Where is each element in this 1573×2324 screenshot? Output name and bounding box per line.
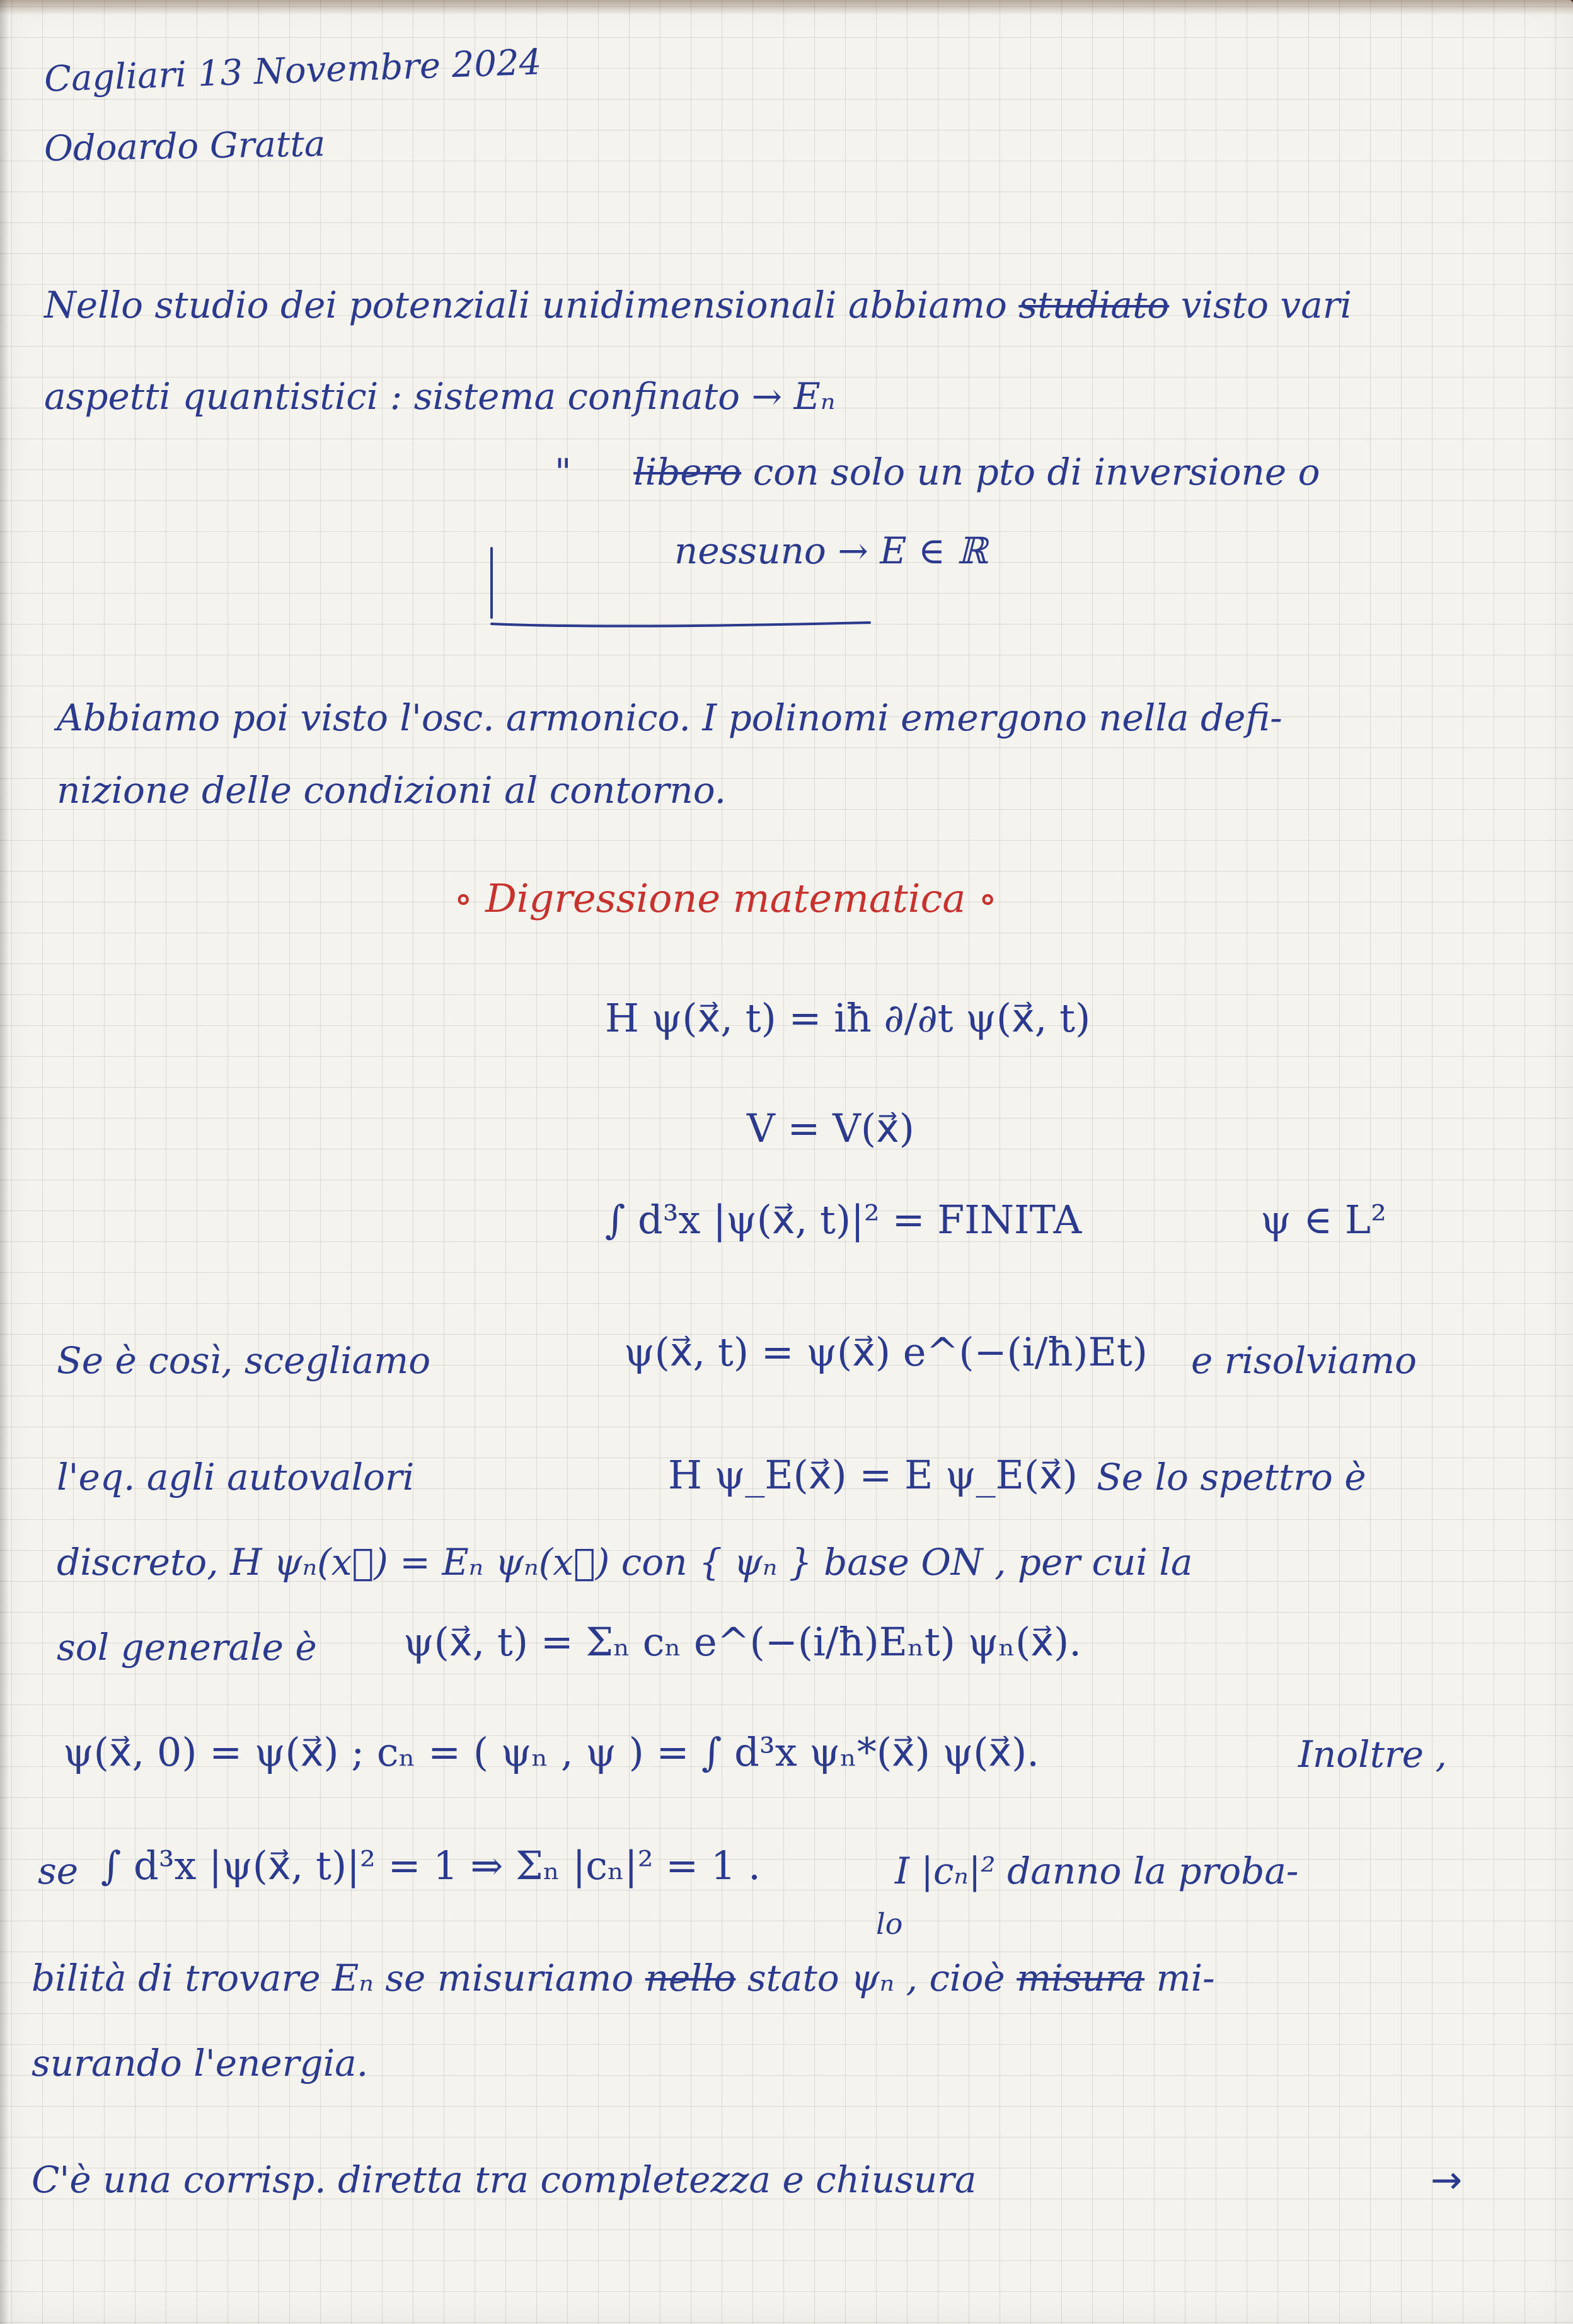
intro-line-3 [555,451,1320,493]
section-title: ∘ Digressione matematica ∘ [454,875,998,921]
body-line-7 [32,1957,1215,1999]
body-line-7-start: bilità di trovare Eₙ se misuriamo [32,1957,634,1999]
intro-line-1-text: Nello studio dei potenziali unidimensionali abbiamo [44,284,1007,326]
intro-line-1-end: visto vari [1180,284,1352,326]
body-line-8: surando l'energia. [32,2042,369,2085]
body-line-2-text: l'eq. agli autovalori [57,1456,415,1499]
body-line-7-mid: stato ψₙ , cioè [747,1957,1005,1999]
body-line-6-end: I |cₙ|² danno la proba- [895,1849,1299,1892]
normalization-equation: ∫ d³x |ψ(x⃗, t)|² = FINITA [605,1197,1082,1243]
body-line-1-end: e risolviamo [1191,1339,1417,1382]
date-line: Cagliari 13 Novembre 2024 [43,42,543,100]
intro-struck-libero: libero [633,451,742,493]
coefficient-equation: ψ(x⃗, 0) = ψ(x⃗) ; cₙ = ( ψₙ , ψ ) = ∫ d³x ψₙ*(x⃗) ψ(x⃗). [63,1729,1040,1775]
l2-membership: ψ ∈ L² [1260,1197,1386,1243]
page-top-shadow [0,0,1573,15]
general-solution: ψ(x⃗, t) = Σₙ cₙ e^(−(i/ħ)Eₙt) ψₙ(x⃗). [403,1619,1081,1665]
body-line-7-end: mi- [1156,1957,1215,1999]
bracket-mark [479,542,882,643]
intro-struck-word: studiato [1018,284,1170,326]
oscillator-line-1: Abbiamo poi visto l'osc. armonico. I polinomi emergono nella defi- [57,696,1282,739]
intro-line-3-end: con solo un pto di inversione o [752,451,1320,493]
potential-equation: V = V(x⃗) [747,1105,914,1151]
body-line-2-end: Se lo spettro è [1097,1456,1366,1499]
struck-nello: nello [645,1957,736,1999]
inserted-word: lo [876,1907,903,1941]
oscillator-line-2: nizione delle condizioni al contorno. [57,769,727,812]
struck-misura: misura [1017,1957,1145,1999]
body-line-5-end: Inoltre , [1298,1733,1447,1776]
ditto-mark: " [555,451,572,493]
completeness-sum: ∫ d³x |ψ(x⃗, t)|² = 1 ⇒ Σₙ |cₙ|² = 1 . [101,1843,761,1889]
schrodinger-equation: H ψ(x⃗, t) = iħ ∂/∂t ψ(x⃗, t) [605,995,1091,1041]
continue-arrow-icon: → [1431,2158,1463,2202]
body-line-4-text: sol generale è [57,1626,317,1669]
body-line-3: discreto, H ψₙ(x⃗) = Eₙ ψₙ(x⃗) con { ψₙ } base ON , per cui la [57,1541,1193,1584]
body-line-9: C'è una corrisp. diretta tra completezza e chiusura [32,2158,977,2201]
author-signature: Odoardo Gratta [43,124,326,170]
eigenvalue-equation: H ψ_E(x⃗) = E ψ_E(x⃗) [668,1452,1078,1498]
body-line-1-text: Se è così, scegliamo [57,1339,431,1382]
intro-line-1 [44,284,1352,326]
body-line-6-text: se [38,1849,79,1892]
separation-ansatz: ψ(x⃗, t) = ψ(x⃗) e^(−(i/ħ)Et) [624,1329,1148,1375]
intro-line-4: nessuno → E ∈ ℝ [674,529,988,572]
intro-line-2: aspetti quantistici : sistema confinato → Eₙ [44,375,836,418]
page-left-shadow [0,0,9,2324]
